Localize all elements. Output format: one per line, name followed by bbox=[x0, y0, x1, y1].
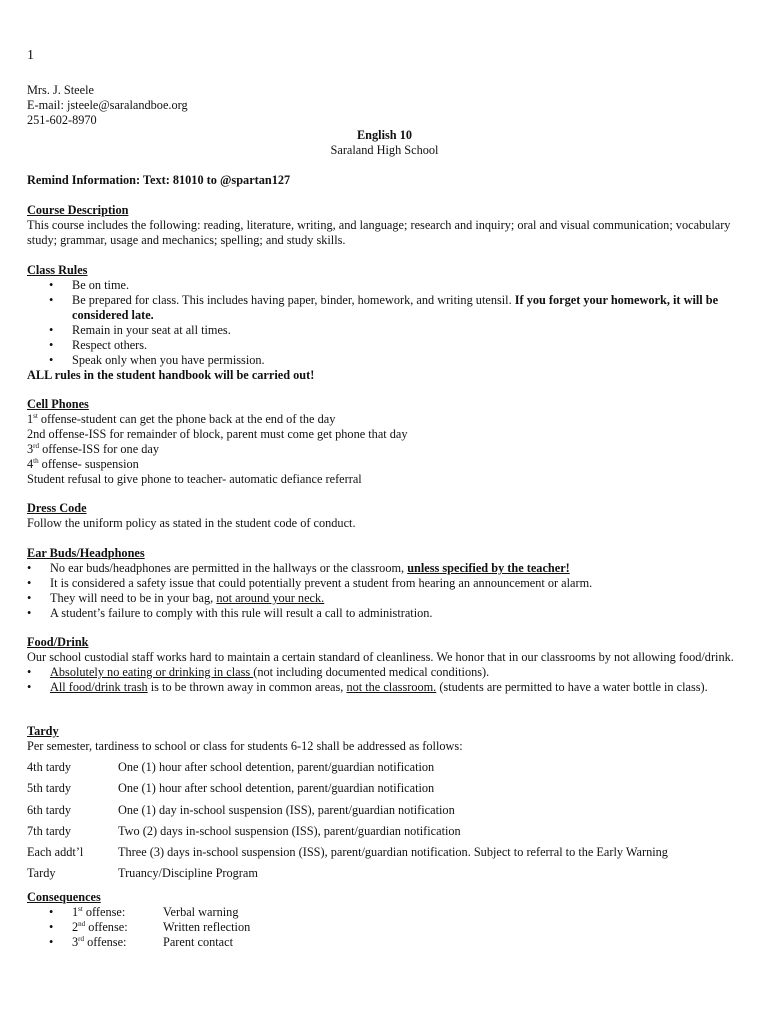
teacher-contact bbox=[27, 83, 188, 128]
section-heading: Food/Drink bbox=[27, 635, 89, 649]
tardy-intro: Per semester, tardiness to school or class for students 6-12 shall be addressed as follows: bbox=[27, 739, 463, 753]
class-rules-list bbox=[27, 278, 742, 368]
list-item: • 2nd offense: Written reflection bbox=[27, 920, 742, 935]
list-item: • Speak only when you have permission. bbox=[27, 353, 742, 368]
course-description-section bbox=[27, 203, 742, 248]
list-item: • Respect others. bbox=[27, 338, 742, 353]
table-row: Tardy Truancy/Discipline Program bbox=[27, 866, 258, 881]
list-item: • They will need to be in your bag, not around your neck. bbox=[27, 591, 742, 606]
list-item: 3rd offense-ISS for one day bbox=[27, 442, 159, 456]
school-name: Saraland High School bbox=[330, 143, 439, 157]
teacher-phone: 251-602-8970 bbox=[27, 113, 97, 127]
food-drink-section bbox=[27, 635, 742, 695]
page-number: 1 bbox=[27, 48, 34, 63]
tardy-section bbox=[27, 724, 742, 888]
section-heading: Dress Code bbox=[27, 501, 87, 515]
course-title-block bbox=[27, 128, 742, 158]
list-item: • 3rd offense: Parent contact bbox=[27, 935, 742, 950]
table-row: 4th tardy One (1) hour after school detention, parent/guardian notification bbox=[27, 760, 435, 774]
section-heading: Course Description bbox=[27, 203, 129, 217]
rules-footer: ALL rules in the student handbook will be carried out! bbox=[27, 368, 315, 382]
section-heading: Consequences bbox=[27, 890, 101, 904]
list-item: 1st offense-student can get the phone back at the end of the day bbox=[27, 412, 336, 426]
course-description-text: This course includes the following: reading, literature, writing, and language; research and inquiry; oral and visual communication; vocabulary study; grammar, usage and mechanics; spelling; and study skills. bbox=[27, 218, 731, 247]
table-row: 7th tardy Two (2) days in-school suspension (ISS), parent/guardian notification bbox=[27, 823, 461, 838]
list-item: Student refusal to give phone to teacher- automatic defiance referral bbox=[27, 472, 362, 486]
list-item: • Be prepared for class. This includes having paper, binder, homework, and writing utensil. If you forget your homework, it will be considered late. bbox=[27, 293, 742, 323]
food-drink-text: Our school custodial staff works hard to maintain a certain standard of cleanliness. We honor that in our classrooms by not allowing food/drink. bbox=[27, 650, 734, 664]
list-item: • It is considered a safety issue that could potentially prevent a student from hearing an announcement or alarm. bbox=[27, 576, 742, 591]
remind-info: Remind Information: Text: 81010 to @spartan127 bbox=[27, 173, 291, 187]
list-item: 4th offense- suspension bbox=[27, 457, 139, 471]
list-item: • Be on time. bbox=[27, 278, 742, 293]
section-heading: Ear Buds/Headphones bbox=[27, 546, 145, 560]
list-item: 2nd offense-ISS for remainder of block, parent must come get phone that day bbox=[27, 427, 408, 441]
section-heading: Cell Phones bbox=[27, 397, 89, 411]
teacher-email: E-mail: jsteele@saralandboe.org bbox=[27, 98, 188, 112]
list-item: • No ear buds/headphones are permitted in the hallways or the classroom, unless specified by the teacher! bbox=[27, 561, 742, 576]
dress-code-section bbox=[27, 501, 742, 531]
list-item: • Absolutely no eating or drinking in class (not including documented medical conditions). bbox=[27, 665, 742, 680]
section-heading: Tardy bbox=[27, 724, 59, 738]
ear-buds-list bbox=[27, 561, 742, 621]
list-item: • A student’s failure to comply with this rule will result a call to administration. bbox=[27, 606, 742, 621]
table-row: 6th tardy One (1) day in-school suspension (ISS), parent/guardian notification bbox=[27, 802, 455, 817]
consequences-section bbox=[27, 890, 742, 950]
course-title: English 10 bbox=[356, 128, 413, 142]
class-rules-section bbox=[27, 263, 742, 383]
table-row: 5th tardy One (1) hour after school detention, parent/guardian notification bbox=[27, 781, 435, 796]
list-item: • Remain in your seat at all times. bbox=[27, 323, 742, 338]
dress-code-text: Follow the uniform policy as stated in the student code of conduct. bbox=[27, 516, 356, 530]
section-heading: Class Rules bbox=[27, 263, 88, 277]
teacher-name: Mrs. J. Steele bbox=[27, 83, 94, 97]
table-row: Each addt’l Three (3) days in-school suspension (ISS), parent/guardian notification. Subject to referral to the Early Warning bbox=[27, 845, 668, 860]
list-item: • 1st offense: Verbal warning bbox=[27, 905, 742, 920]
list-item: • All food/drink trash is to be thrown away in common areas, not the classroom. (students are permitted to have a water bottle in class). bbox=[27, 680, 742, 695]
food-drink-list bbox=[27, 665, 742, 695]
ear-buds-section bbox=[27, 546, 742, 621]
cell-phones-section bbox=[27, 397, 742, 487]
